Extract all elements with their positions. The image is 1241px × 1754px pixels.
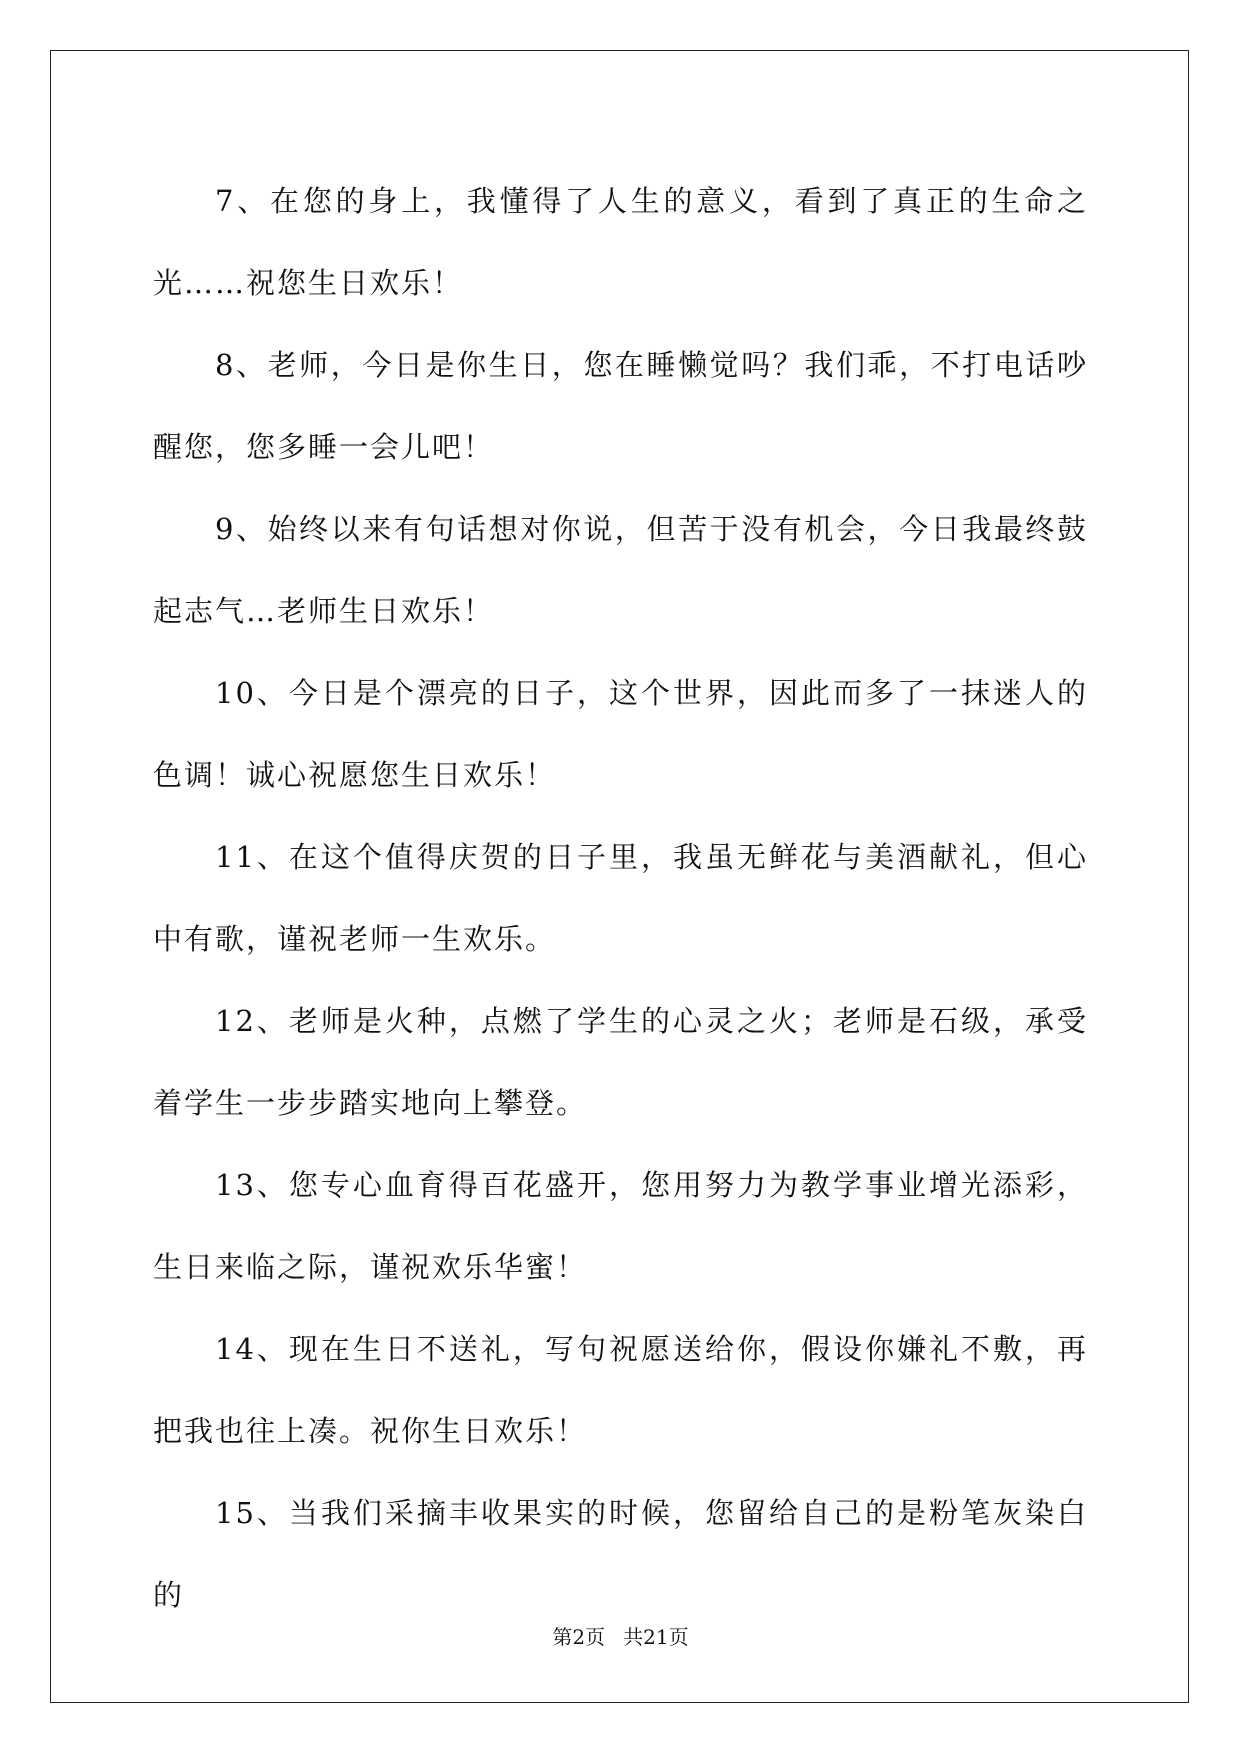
paragraph-9: 9、始终以来有句话想对你说，但苦于没有机会，今日我最终鼓起志气…老师生日欢乐！ <box>153 512 1088 628</box>
document-body <box>153 160 1088 1636</box>
page-number: 第2页 <box>552 1625 606 1649</box>
paragraph-15: 15、当我们采摘丰收果实的时候，您留给自己的是粉笔灰染白的 <box>153 1496 1088 1612</box>
page-footer <box>0 1621 1241 1650</box>
paragraph-13: 13、您专心血育得百花盛开，您用努力为教学事业增光添彩，生日来临之际，谨祝欢乐华蜜！ <box>153 1168 1088 1284</box>
page-total: 共21页 <box>623 1625 689 1649</box>
paragraph-8: 8、老师，今日是你生日，您在睡懒觉吗？我们乖，不打电话吵醒您，您多睡一会儿吧！ <box>153 348 1088 464</box>
paragraph-10: 10、今日是个漂亮的日子，这个世界，因此而多了一抹迷人的色调！诚心祝愿您生日欢乐！ <box>153 676 1088 792</box>
paragraph-14: 14、现在生日不送礼，写句祝愿送给你，假设你嫌礼不敷，再把我也往上凑。祝你生日欢乐！ <box>153 1332 1088 1448</box>
paragraph-11: 11、在这个值得庆贺的日子里，我虽无鲜花与美酒献礼，但心中有歌，谨祝老师一生欢乐。 <box>153 840 1088 956</box>
paragraph-12: 12、老师是火种，点燃了学生的心灵之火；老师是石级，承受着学生一步步踏实地向上攀登。 <box>153 1004 1088 1120</box>
paragraph-7: 7、在您的身上，我懂得了人生的意义，看到了真正的生命之光……祝您生日欢乐！ <box>153 184 1088 300</box>
